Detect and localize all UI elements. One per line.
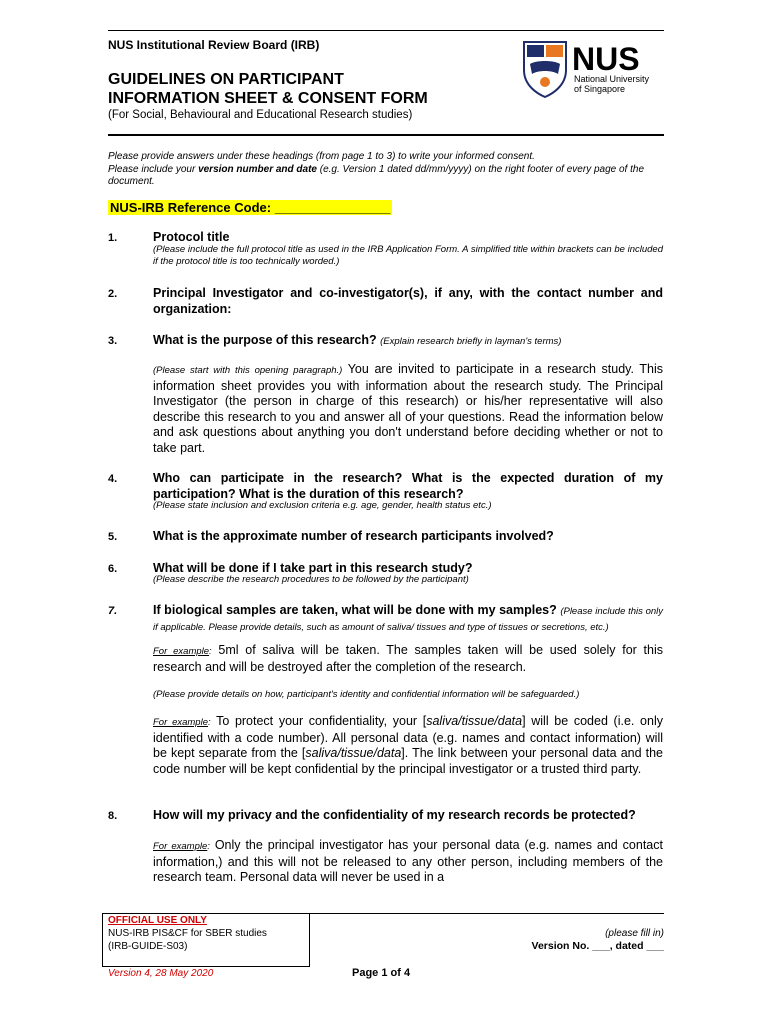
section-number: 4.: [108, 473, 118, 485]
section-1-question: Protocol title: [153, 230, 230, 244]
section-number: 2.: [108, 288, 118, 300]
section-3-body: (Please start with this opening paragraph.) You are invited to participate in a research study. This information sheet provides you with information about the research study. The Principal Investigator (the person in charge of this research) or his/her representative will also describe this research to you and answer all of your questions. Read the information below and ask questions about anything you don't understand before deciding whether or not to take part.: [153, 362, 663, 455]
section-number: 6.: [108, 563, 118, 575]
section-8-body: For example: Only the principal investigator has your personal data (e.g. names and contact information,) and this will not be released to any other person, including members of the research team. Personal data will never be used in a: [153, 838, 663, 884]
section-1-note: (Please include the full protocol title as used in the IRB Application Form. A simplified title within brackets can be included if the protocol title is too technically worded.): [153, 244, 663, 267]
section-7-example-2: For example: To protect your confidentiality, your [saliva/tissue/data] will be coded (i.e. only identified with a code number). All personal data (e.g. names and contact information) will be kept separate from the [saliva/tissue/data]. The link between your personal data and the code number will be kept confidential by the principal investigator or a trusted third party.: [153, 714, 663, 776]
intro-line-1: Please provide answers under these headings (from page 1 to 3) to write your informed consent.: [108, 151, 535, 162]
intro-line-2: Please include your version number and date (e.g. Version 1 dated dd/mm/yyyy) on the right footer of every page of the document.: [108, 163, 645, 187]
section-7-note-2: (Please provide details on how, participant's identity and confidential information will be safeguarded.): [153, 689, 580, 700]
logo-wordmark: NUS: [572, 41, 640, 77]
page-number: Page 1 of 4: [352, 967, 411, 979]
document-title: [108, 70, 428, 108]
section-6-question: What will be done if I take part in this research study?: [153, 561, 473, 575]
section-2-question: Principal Investigator and co-investigator(s), if any, with the contact number and organization:: [153, 286, 663, 316]
logo-subtitle-2: of Singapore: [574, 84, 626, 94]
section-6-note: (Please describe the research procedures to be followed by the participant): [153, 574, 469, 585]
official-use-label: OFFICIAL USE ONLY: [108, 915, 207, 926]
header-rule: [108, 134, 664, 136]
document-subtitle: (For Social, Behavioural and Educational Research studies): [108, 109, 413, 121]
footer-fill-in: (please fill in): [605, 928, 664, 939]
footer-doc-code: (IRB-GUIDE-S03): [108, 941, 188, 952]
section-number: 3.: [108, 335, 118, 347]
section-5-question: What is the approximate number of research participants involved?: [153, 529, 554, 543]
title-line-2: INFORMATION SHEET & CONSENT FORM: [108, 90, 428, 107]
section-7-example-1: For example: 5ml of saliva will be taken. The samples taken will be used solely for this research and will be destroyed after the completion of the research.: [153, 643, 663, 674]
footer-version-number: Version No. ___, dated ___: [531, 940, 664, 952]
org-heading: NUS Institutional Review Board (IRB): [108, 38, 320, 52]
nus-logo: [522, 40, 662, 100]
section-8-question: How will my privacy and the confidentiality of my research records be protected?: [153, 808, 636, 822]
top-rule: [108, 30, 664, 31]
footer-doc-name: NUS-IRB PIS&CF for SBER studies: [108, 928, 267, 939]
section-number: 7.: [108, 605, 118, 617]
section-number: 8.: [108, 810, 118, 822]
nus-crest-icon: [524, 42, 566, 97]
section-number: 5.: [108, 531, 118, 543]
section-4-note: (Please state inclusion and exclusion criteria e.g. age, gender, health status etc.): [153, 500, 492, 511]
section-number: 1.: [108, 232, 118, 244]
footer-version-date: Version 4, 28 May 2020: [108, 968, 214, 979]
logo-subtitle-1: National University: [574, 74, 650, 84]
reference-code-field: NUS-IRB Reference Code: ________________: [110, 200, 391, 215]
section-3-question: What is the purpose of this research? (Explain research briefly in layman's terms): [153, 333, 562, 347]
section-4-question: Who can participate in the research? What is the expected duration of my participation? What is the duration of this research?: [153, 471, 663, 501]
title-line-1: GUIDELINES ON PARTICIPANT: [108, 71, 344, 88]
intro-instructions: [108, 151, 664, 189]
section-7-question: If biological samples are taken, what will be done with my samples? (Please include this only if applicable. Please provide details, such as amount of saliva/ tissues and type of tissues or secretions, etc.): [153, 603, 663, 633]
